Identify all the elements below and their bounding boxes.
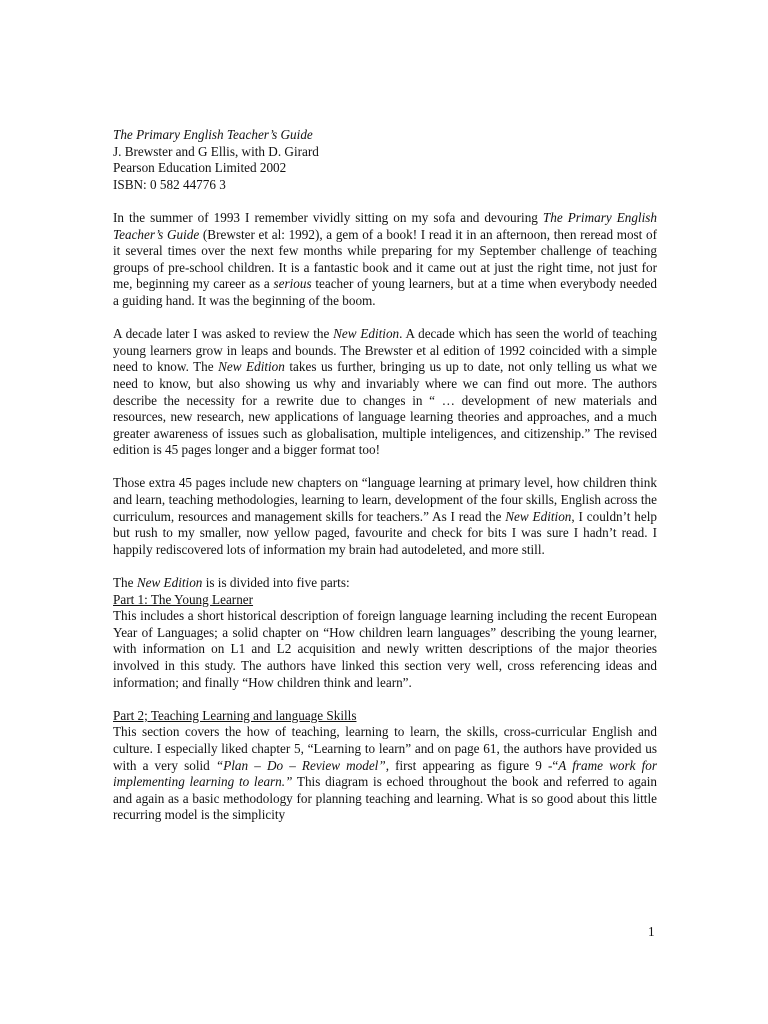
parts-intro: The New Edition is is divided into five parts: [113, 575, 350, 591]
part-1-heading: Part 1: The Young Learner [113, 591, 254, 607]
book-title: The Primary English Teacher’s Guide [113, 127, 313, 142]
part-1-text: This includes a short historical description of foreign language learning including the recent European Year of Languages; a solid chapter on “How children learn languages” describing the young learner, with information on L1 and L2 acquisition and newly written descriptions of the major theories involved in this study. The authors have linked this section very well, cross referencing ideas and information; and finally “How children think and learn”. [113, 608, 657, 690]
book-isbn: ISBN: 0 582 44776 3 [113, 176, 226, 192]
part-2-heading: Part 2; Teaching Learning and language Skills [113, 707, 357, 723]
part-2-text: This section covers the how of teaching, learning to learn, the skills, cross-curricular English and culture. I especially liked chapter 5, “Learning to learn” and on page 61, the authors have provided us with a very solid “Plan – Do – Review model”, first appearing as figure 9 -“A frame work for implementing learning to learn.” This diagram is echoed throughout the book and referred to again and again as a basic methodology for planning teaching and learning. What is so good about this little recurring model is the simplicity [113, 724, 657, 823]
page-number: 1 [648, 924, 655, 939]
review-body [113, 127, 657, 824]
paragraph-3: Those extra 45 pages include new chapters on “language learning at primary level, how children think and learn, teaching methodologies, learning to learn, development of the four skills, English across the curriculum, resources and management skills for teachers.” As I read the New Edition, I couldn’t help but rush to my smaller, now yellow paged, favourite and check for bits I was sure I hadn’t read. I happily rediscovered lots of information my brain had autodeleted, and more still. [113, 475, 658, 557]
book-publisher: Pearson Education Limited 2002 [113, 160, 287, 176]
paragraph-2: A decade later I was asked to review the New Edition. A decade which has seen the world of teaching young learners grow in leaps and bounds. The Brewster et al edition of 1992 coincided with a simple need to know. The New Edition takes us further, bringing us up to date, not only telling us what we need to know, but also showing us why and invariably where we can find out more. The authors describe the necessity for a rewrite due to changes in “ … development of new materials and resources, new research, new applications of language learning theories and approaches, and a much greater awareness of issues such as globalisation, multiple inteligences, and citizenship.” The revised edition is 45 pages longer and a bigger format too! [113, 326, 657, 458]
paragraph-1: In the summer of 1993 I remember vividly sitting on my sofa and devouring The Primary English Teacher’s Guide (Brewster et al: 1992), a gem of a book! I read it in an afternoon, then reread most of it several times over the next few months while preparing for my September challenge of teaching groups of pre-school children. It is a fantastic book and it came out at just the right time, not just for me, beginning my career as a serious teacher of young learners, but at a time when everybody needed a guiding hand. It was the beginning of the boom. [113, 209, 658, 308]
book-authors: J. Brewster and G Ellis, with D. Girard [113, 143, 319, 159]
